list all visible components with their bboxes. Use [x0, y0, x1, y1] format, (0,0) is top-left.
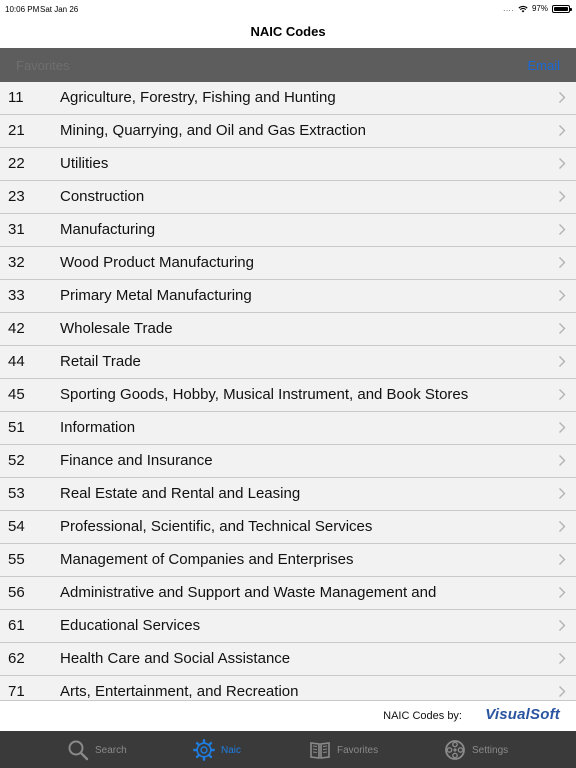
naic-sector-name: Administrative and Support and Waste Management and [60, 584, 437, 601]
naic-sector-name: Manufacturing [60, 221, 156, 238]
tab-search-label: Search [95, 744, 127, 756]
book-icon [309, 739, 331, 761]
chevron-right-icon [558, 487, 566, 500]
search-icon [67, 739, 89, 761]
chevron-right-icon [558, 421, 566, 434]
chevron-right-icon [558, 157, 566, 170]
status-bar [0, 0, 576, 18]
tab-favorites-label: Favorites [337, 744, 379, 756]
naic-code: 54 [8, 518, 25, 535]
naic-sector-name: Finance and Insurance [60, 452, 213, 469]
naic-sector-name: Management of Companies and Enterprises [60, 551, 354, 568]
naic-sector-name: Primary Metal Manufacturing [60, 287, 252, 304]
navigation-bar [0, 18, 576, 48]
table-row[interactable] [0, 643, 576, 676]
chevron-right-icon [558, 256, 566, 269]
chevron-right-icon [558, 355, 566, 368]
battery-icon [552, 5, 570, 13]
table-row[interactable] [0, 181, 576, 214]
chevron-right-icon [558, 388, 566, 401]
tab-settings[interactable] [444, 737, 508, 763]
table-row[interactable] [0, 379, 576, 412]
page-title: NAIC Codes [250, 24, 326, 39]
table-row[interactable] [0, 412, 576, 445]
film-reel-icon [444, 739, 466, 761]
table-row[interactable] [0, 445, 576, 478]
naic-code: 56 [8, 584, 25, 601]
naic-sector-name: Wood Product Manufacturing [60, 254, 254, 271]
email-button[interactable]: Email [527, 58, 560, 73]
table-row[interactable] [0, 82, 576, 115]
naic-code: 33 [8, 287, 25, 304]
table-row[interactable] [0, 346, 576, 379]
naic-code: 61 [8, 617, 25, 634]
table-row[interactable] [0, 511, 576, 544]
gear-icon [193, 739, 215, 761]
table-row[interactable] [0, 610, 576, 643]
status-right [503, 4, 570, 13]
toolbar [0, 48, 576, 82]
naic-sector-name: Information [60, 419, 136, 436]
chevron-right-icon [558, 520, 566, 533]
table-row[interactable] [0, 214, 576, 247]
naic-code: 44 [8, 353, 25, 370]
brand-visual: Visual [485, 706, 531, 723]
naic-sector-name: Mining, Quarrying, and Oil and Gas Extraction [60, 122, 366, 139]
chevron-right-icon [558, 652, 566, 665]
naic-sector-name: Construction [60, 188, 145, 205]
naic-code: 62 [8, 650, 25, 667]
naic-code: 71 [8, 683, 25, 700]
naic-code: 55 [8, 551, 25, 568]
wifi-icon [518, 5, 528, 13]
chevron-right-icon [558, 685, 566, 698]
naic-sector-name: Wholesale Trade [60, 320, 173, 337]
naic-code: 11 [8, 89, 24, 106]
naic-sector-name: Real Estate and Rental and Leasing [60, 485, 301, 502]
naic-sector-name: Educational Services [60, 617, 201, 634]
naic-code: 32 [8, 254, 25, 271]
naic-sector-name: Health Care and Social Assistance [60, 650, 291, 667]
battery-percent: 97% [531, 4, 548, 13]
table-row[interactable] [0, 247, 576, 280]
signal-dots: .... [503, 4, 514, 13]
table-row[interactable] [0, 478, 576, 511]
chevron-right-icon [558, 586, 566, 599]
naic-sector-name: Utilities [60, 155, 109, 172]
naic-code: 23 [8, 188, 25, 205]
credit-bar [0, 700, 576, 731]
tab-favorites[interactable] [309, 737, 378, 763]
tab-bar [0, 731, 576, 768]
naic-sector-name: Arts, Entertainment, and Recreation [60, 683, 299, 700]
favorites-button[interactable]: Favorites [16, 58, 70, 73]
table-row[interactable] [0, 280, 576, 313]
table-row[interactable] [0, 313, 576, 346]
status-time: 10:06 PM [5, 5, 40, 14]
naic-code: 22 [8, 155, 25, 172]
chevron-right-icon [558, 289, 566, 302]
tab-search[interactable] [67, 737, 127, 763]
naic-code: 21 [8, 122, 25, 139]
naic-code: 53 [8, 485, 25, 502]
naic-code: 52 [8, 452, 25, 469]
naic-code-list[interactable] [0, 82, 576, 700]
naic-sector-name: Professional, Scientific, and Technical Services [60, 518, 373, 535]
chevron-right-icon [558, 322, 566, 335]
naic-sector-name: Retail Trade [60, 353, 141, 370]
status-date: Sat Jan 26 [40, 5, 79, 14]
chevron-right-icon [558, 124, 566, 137]
table-row[interactable] [0, 577, 576, 610]
naic-code: 31 [8, 221, 25, 238]
chevron-right-icon [558, 223, 566, 236]
naic-code: 45 [8, 386, 25, 403]
table-row[interactable] [0, 115, 576, 148]
naic-sector-name: Sporting Goods, Hobby, Musical Instrument, and Book Stores [60, 386, 469, 403]
tab-naic[interactable] [193, 737, 241, 763]
naic-code: 51 [8, 419, 25, 436]
chevron-right-icon [558, 190, 566, 203]
tab-settings-label: Settings [472, 744, 509, 756]
brand-soft: Soft [530, 706, 560, 723]
naic-sector-name: Agriculture, Forestry, Fishing and Hunting [60, 89, 336, 106]
chevron-right-icon [558, 91, 566, 104]
visualsoft-logo[interactable] [485, 706, 560, 723]
tab-naic-label: Naic [221, 744, 242, 756]
chevron-right-icon [558, 553, 566, 566]
table-row[interactable] [0, 148, 576, 181]
naic-code: 42 [8, 320, 25, 337]
table-row[interactable] [0, 676, 576, 700]
table-row[interactable] [0, 544, 576, 577]
chevron-right-icon [558, 454, 566, 467]
chevron-right-icon [558, 619, 566, 632]
credit-text: NAIC Codes by: [383, 710, 462, 722]
